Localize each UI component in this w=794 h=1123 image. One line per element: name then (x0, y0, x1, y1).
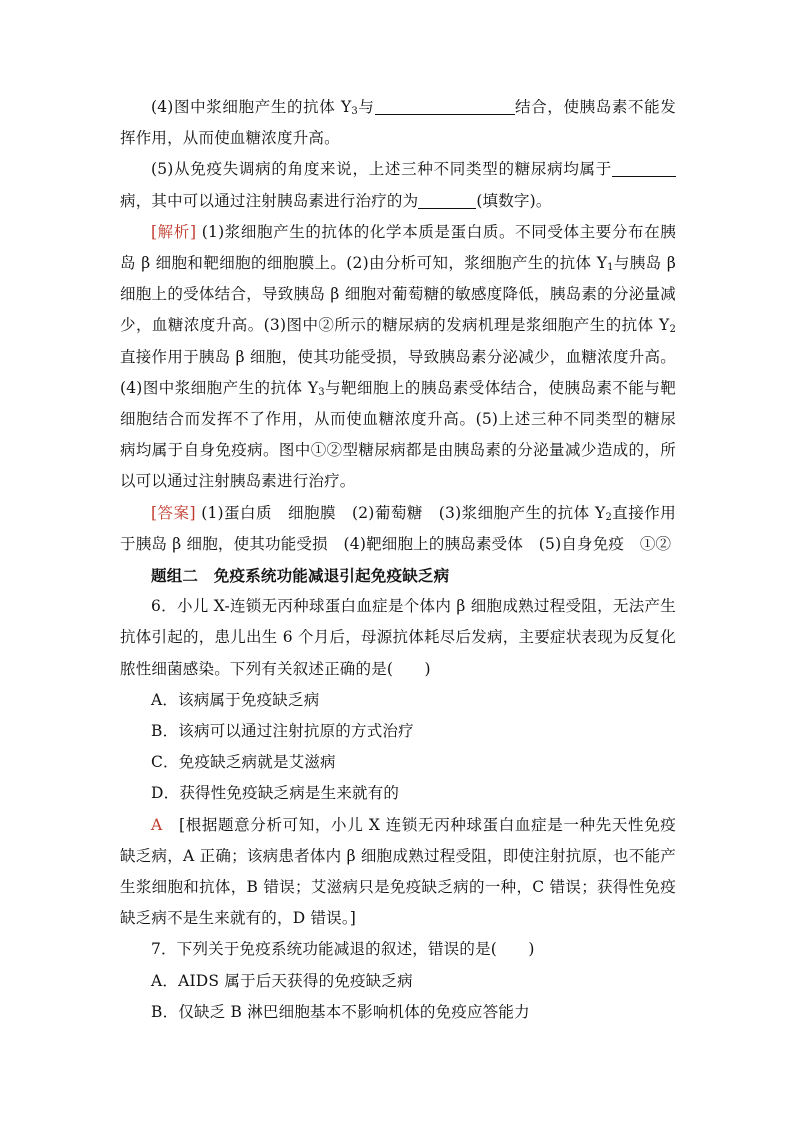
q7-option-b: B．仅缺乏 B 淋巴细胞基本不影响机体的免疫应答能力 (151, 1002, 530, 1021)
q6-explanation (120, 810, 676, 935)
analysis-subscript-2: 2 (669, 324, 676, 336)
q7-option-a: A．AIDS 属于后天获得的免疫缺乏病 (151, 971, 413, 990)
answer-paragraph (120, 498, 676, 560)
answer-text-2: 直接作用于胰岛 β 细胞，使其功能受损 (4)靶细胞上的胰岛素受体 (5)自身免疫 ①② (120, 503, 676, 553)
answer-tag: [答案] (151, 503, 196, 522)
q6-option-a: A．该病属于免疫缺乏病 (151, 690, 320, 709)
q6-option-d: D．获得性免疫缺乏病是生来就有的 (151, 784, 400, 803)
analysis-text-3: 直接作用于胰岛 β 细胞，使其功能受损，导致胰岛素分泌减少，血糖浓度升高。(4)图中浆细胞产生的抗体 Y (120, 347, 676, 397)
document-body (120, 92, 676, 1028)
q5-answer-blank-2[interactable] (418, 190, 476, 209)
q5-text-2: 病，其中可以通过注射胰岛素进行治疗的为 (120, 191, 419, 210)
q5-answer-blank-1[interactable] (612, 158, 676, 177)
q6-option-c: C．免疫缺乏病就是艾滋病 (151, 753, 336, 772)
question-5 (120, 154, 676, 216)
section-title: 题组二 免疫系统功能减退引起免疫缺乏病 (151, 566, 450, 586)
analysis-subscript-1: 1 (607, 262, 614, 274)
q4-answer-blank[interactable] (375, 96, 515, 115)
analysis-subscript-3: 3 (318, 386, 325, 398)
q6-option-b: B．该病可以通过注射抗原的方式治疗 (151, 722, 414, 741)
analysis-text-2: 与胰岛 β 细胞上的受体结合，导致胰岛 β 细胞对葡萄糖的敏感度降低，胰岛素的分泌量减少，血糖浓度升高。(3)图中②所示的糖尿病的发病机理是浆细胞产生的抗体 Y (120, 254, 676, 335)
question-4 (120, 92, 676, 154)
q5-text-3: (填数字)。 (476, 191, 552, 210)
q6-explanation-text: [根据题意分析可知，小儿 X 连锁无丙种球蛋白血症是一种先天性免疫缺乏病，A 正确；该病患者体内 β 细胞成熟过程受阻，即使注射抗原，也不能产生浆细胞和抗体，B 错误；艾滋病只是免疫缺乏病的一种，C 错误；获得性免疫缺乏病不是生来就有的，D 错误。] (120, 815, 676, 928)
q6-answer-letter: A (151, 815, 163, 834)
question-6-stem: 6．小儿 X-连锁无丙种球蛋白血症是个体内 β 细胞成熟过程受阻，无法产生抗体引起的，患儿出生 6 个月后，母源抗体耗尽后发病，主要症状表现为反复化脓性细菌感染。下列有关叙述正确的是( ) (120, 597, 676, 678)
q4-text-1: (4)图中浆细胞产生的抗体 Y (151, 98, 352, 116)
answer-text-1: (1)蛋白质 细胞膜 (2)葡萄糖 (3)浆细胞产生的抗体 Y (195, 503, 606, 522)
analysis-paragraph (120, 217, 676, 498)
q4-text-2: 与 (357, 98, 375, 116)
analysis-tag: [解析] (151, 222, 197, 241)
q5-text-1: (5)从免疫失调病的角度来说，上述三种不同类型的糖尿病均属于 (151, 160, 612, 179)
analysis-text-1: (1)浆细胞产生的抗体的化学本质是蛋白质。不同受体主要分布在胰岛 β 细胞和靶细胞的细胞膜上。(2)由分析可知，浆细胞产生的抗体 Y (120, 222, 676, 273)
q4-subscript: 3 (351, 106, 358, 117)
question-7-stem: 7．下列关于免疫系统功能减退的叙述，错误的是( ) (151, 940, 535, 959)
analysis-text-4: 与靶细胞上的胰岛素受体结合，使胰岛素不能与靶细胞结合而发挥不了作用，从而使血糖浓度升高。(5)上述三种不同类型的糖尿病均属于自身免疫病。图中①②型糖尿病都是由胰岛素的分泌量减少造成的，所以可以通过注射胰岛素进行治疗。 (120, 378, 676, 491)
q4-text-3: 结合，使胰岛素不能发挥作用，从而使血糖浓度升高。 (120, 98, 676, 148)
answer-subscript: 2 (605, 511, 613, 523)
